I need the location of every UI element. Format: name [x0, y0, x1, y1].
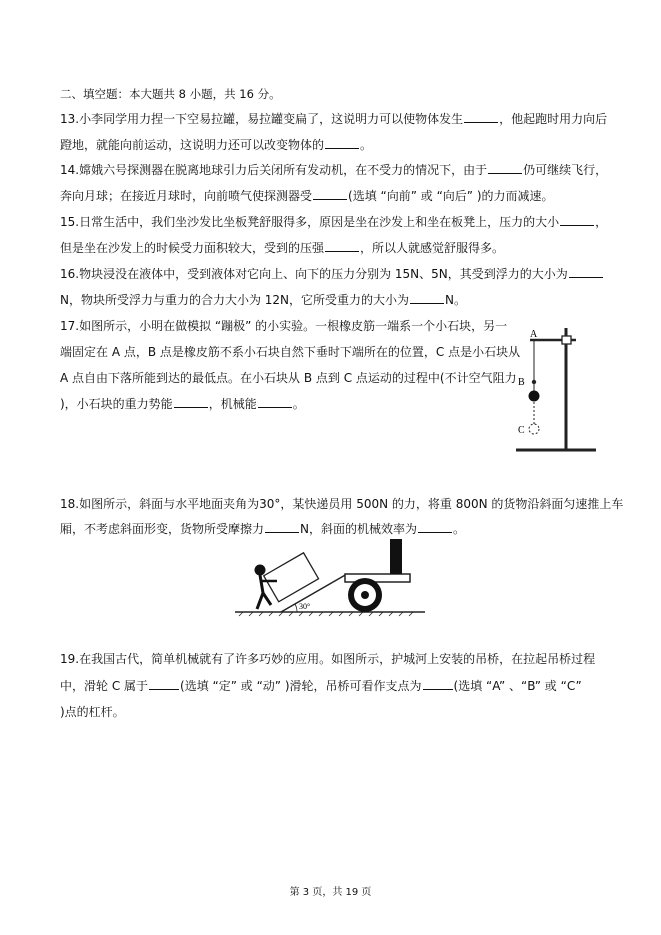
q19-line2 — [60, 678, 582, 694]
q19-text: (选填 “定” 或 “动” )滑轮，吊桥可看作支点为 — [180, 679, 422, 693]
q18-text: 。 — [453, 522, 466, 536]
answer-blank — [258, 396, 292, 408]
angle-label: 30° — [299, 602, 311, 611]
q13-text: 。 — [360, 138, 373, 152]
q16-text: N。 — [445, 293, 467, 307]
angle-value: 30° — [259, 497, 281, 511]
ramp-truck-figure — [235, 537, 425, 617]
q15-text: ，所以人就感觉舒服得多。 — [360, 241, 505, 255]
q19-text: (选填 “A” 、“B” 或 “C” — [453, 679, 582, 693]
q16-line1 — [60, 266, 604, 282]
q17-text: ，机械能 — [208, 397, 257, 411]
q13-text: ，他起跑时用力向后 — [499, 112, 608, 126]
q17-line4 — [60, 396, 305, 412]
q18-text: ，某快递员用 500N 的力，将重 800N 的货物沿斜面匀速推上车 — [280, 497, 624, 511]
q15-text: ， — [595, 215, 608, 229]
q17-line3: A 点自由下落所能到达的最低点。在小石块从 B 点到 C 点运动的过程中(不计空气阻力 — [60, 371, 517, 385]
label-b: B — [518, 377, 525, 388]
q15-text: 15.日常生活中，我们坐沙发比坐板凳舒服得多，原因是坐在沙发上和坐在板凳上，压力的大小 — [60, 215, 560, 229]
page-footer: 第 3 页，共 19 页 — [289, 887, 372, 898]
q14-line2 — [60, 188, 554, 204]
q18-text: 厢，不考虑斜面形变，货物所受摩擦力 — [60, 522, 265, 536]
q19-line1: 19.在我国古代，简单机械就有了许多巧妙的应用。如图所示，护城河上安装的吊桥，在拉起吊桥过程 — [60, 652, 596, 666]
answer-blank — [423, 678, 453, 690]
q16-line2 — [60, 292, 466, 308]
answer-blank — [313, 188, 347, 200]
q17-text: )，小石块的重力势能 — [60, 397, 173, 411]
q18-line2 — [60, 521, 465, 537]
answer-blank — [488, 162, 522, 174]
q19-text: 中，滑轮 C 属于 — [60, 679, 149, 693]
q16-text: 16.物块浸没在液体中，受到液体对它向上、向下的压力分别为 15N、5N，其受到浮力的大小为 — [60, 267, 568, 281]
answer-blank — [410, 292, 444, 304]
answer-blank — [560, 214, 594, 226]
answer-blank — [174, 396, 208, 408]
q15-line2 — [60, 240, 504, 256]
answer-blank — [325, 240, 359, 252]
q13-line2 — [60, 137, 372, 153]
q15-text: 但是坐在沙发上的时候受力面积较大，受到的压强 — [60, 241, 325, 255]
q13-line1 — [60, 111, 607, 127]
answer-blank — [265, 521, 299, 533]
q14-text: 奔向月球；在接近月球时，向前喷气使探测器受 — [60, 189, 313, 203]
answer-blank — [418, 521, 452, 533]
answer-blank — [464, 111, 498, 123]
q15-line1 — [60, 214, 607, 230]
q13-text: 蹬地，就能向前运动，这说明力还可以改变物体的 — [60, 138, 325, 152]
q14-line1 — [60, 162, 607, 178]
label-a: A — [530, 329, 538, 340]
q14-text: (选填 “向前” 或 “向后” )的力而减速。 — [348, 189, 554, 203]
q13-text: 13.小李同学用力捏一下空易拉罐，易拉罐变扁了，这说明力可以使物体发生 — [60, 112, 464, 126]
label-c: C — [518, 425, 525, 436]
q18-text: 18.如图所示，斜面与水平地面夹角为 — [60, 497, 260, 511]
answer-blank — [149, 678, 179, 690]
q18-line1 — [60, 496, 623, 512]
q17-line2: 端固定在 A 点，B 点是橡皮筋不系小石块自然下垂时下端所在的位置，C 点是小石块从 — [60, 345, 521, 359]
bungee-stand-figure — [510, 320, 600, 455]
q17-line1: 17.如图所示，小明在做模拟 “蹦极” 的小实验。一根橡皮筋一端系一个小石块，另一 — [60, 319, 508, 333]
q17-text: 。 — [292, 397, 305, 411]
q14-text: 14.嫦娥六号探测器在脱离地球引力后关闭所有发动机，在不受力的情况下，由于 — [60, 163, 488, 177]
answer-blank — [569, 266, 603, 278]
q18-text: N，斜面的机械效率为 — [300, 522, 417, 536]
answer-blank — [325, 137, 359, 149]
section-title: 二、填空题：本大题共 8 小题，共 16 分。 — [60, 87, 281, 101]
q14-text: 仍可继续飞行， — [523, 163, 608, 177]
q19-line3: )点的杠杆。 — [60, 705, 125, 719]
q16-text: N，物块所受浮力与重力的合力大小为 12N，它所受重力的大小为 — [60, 293, 410, 307]
